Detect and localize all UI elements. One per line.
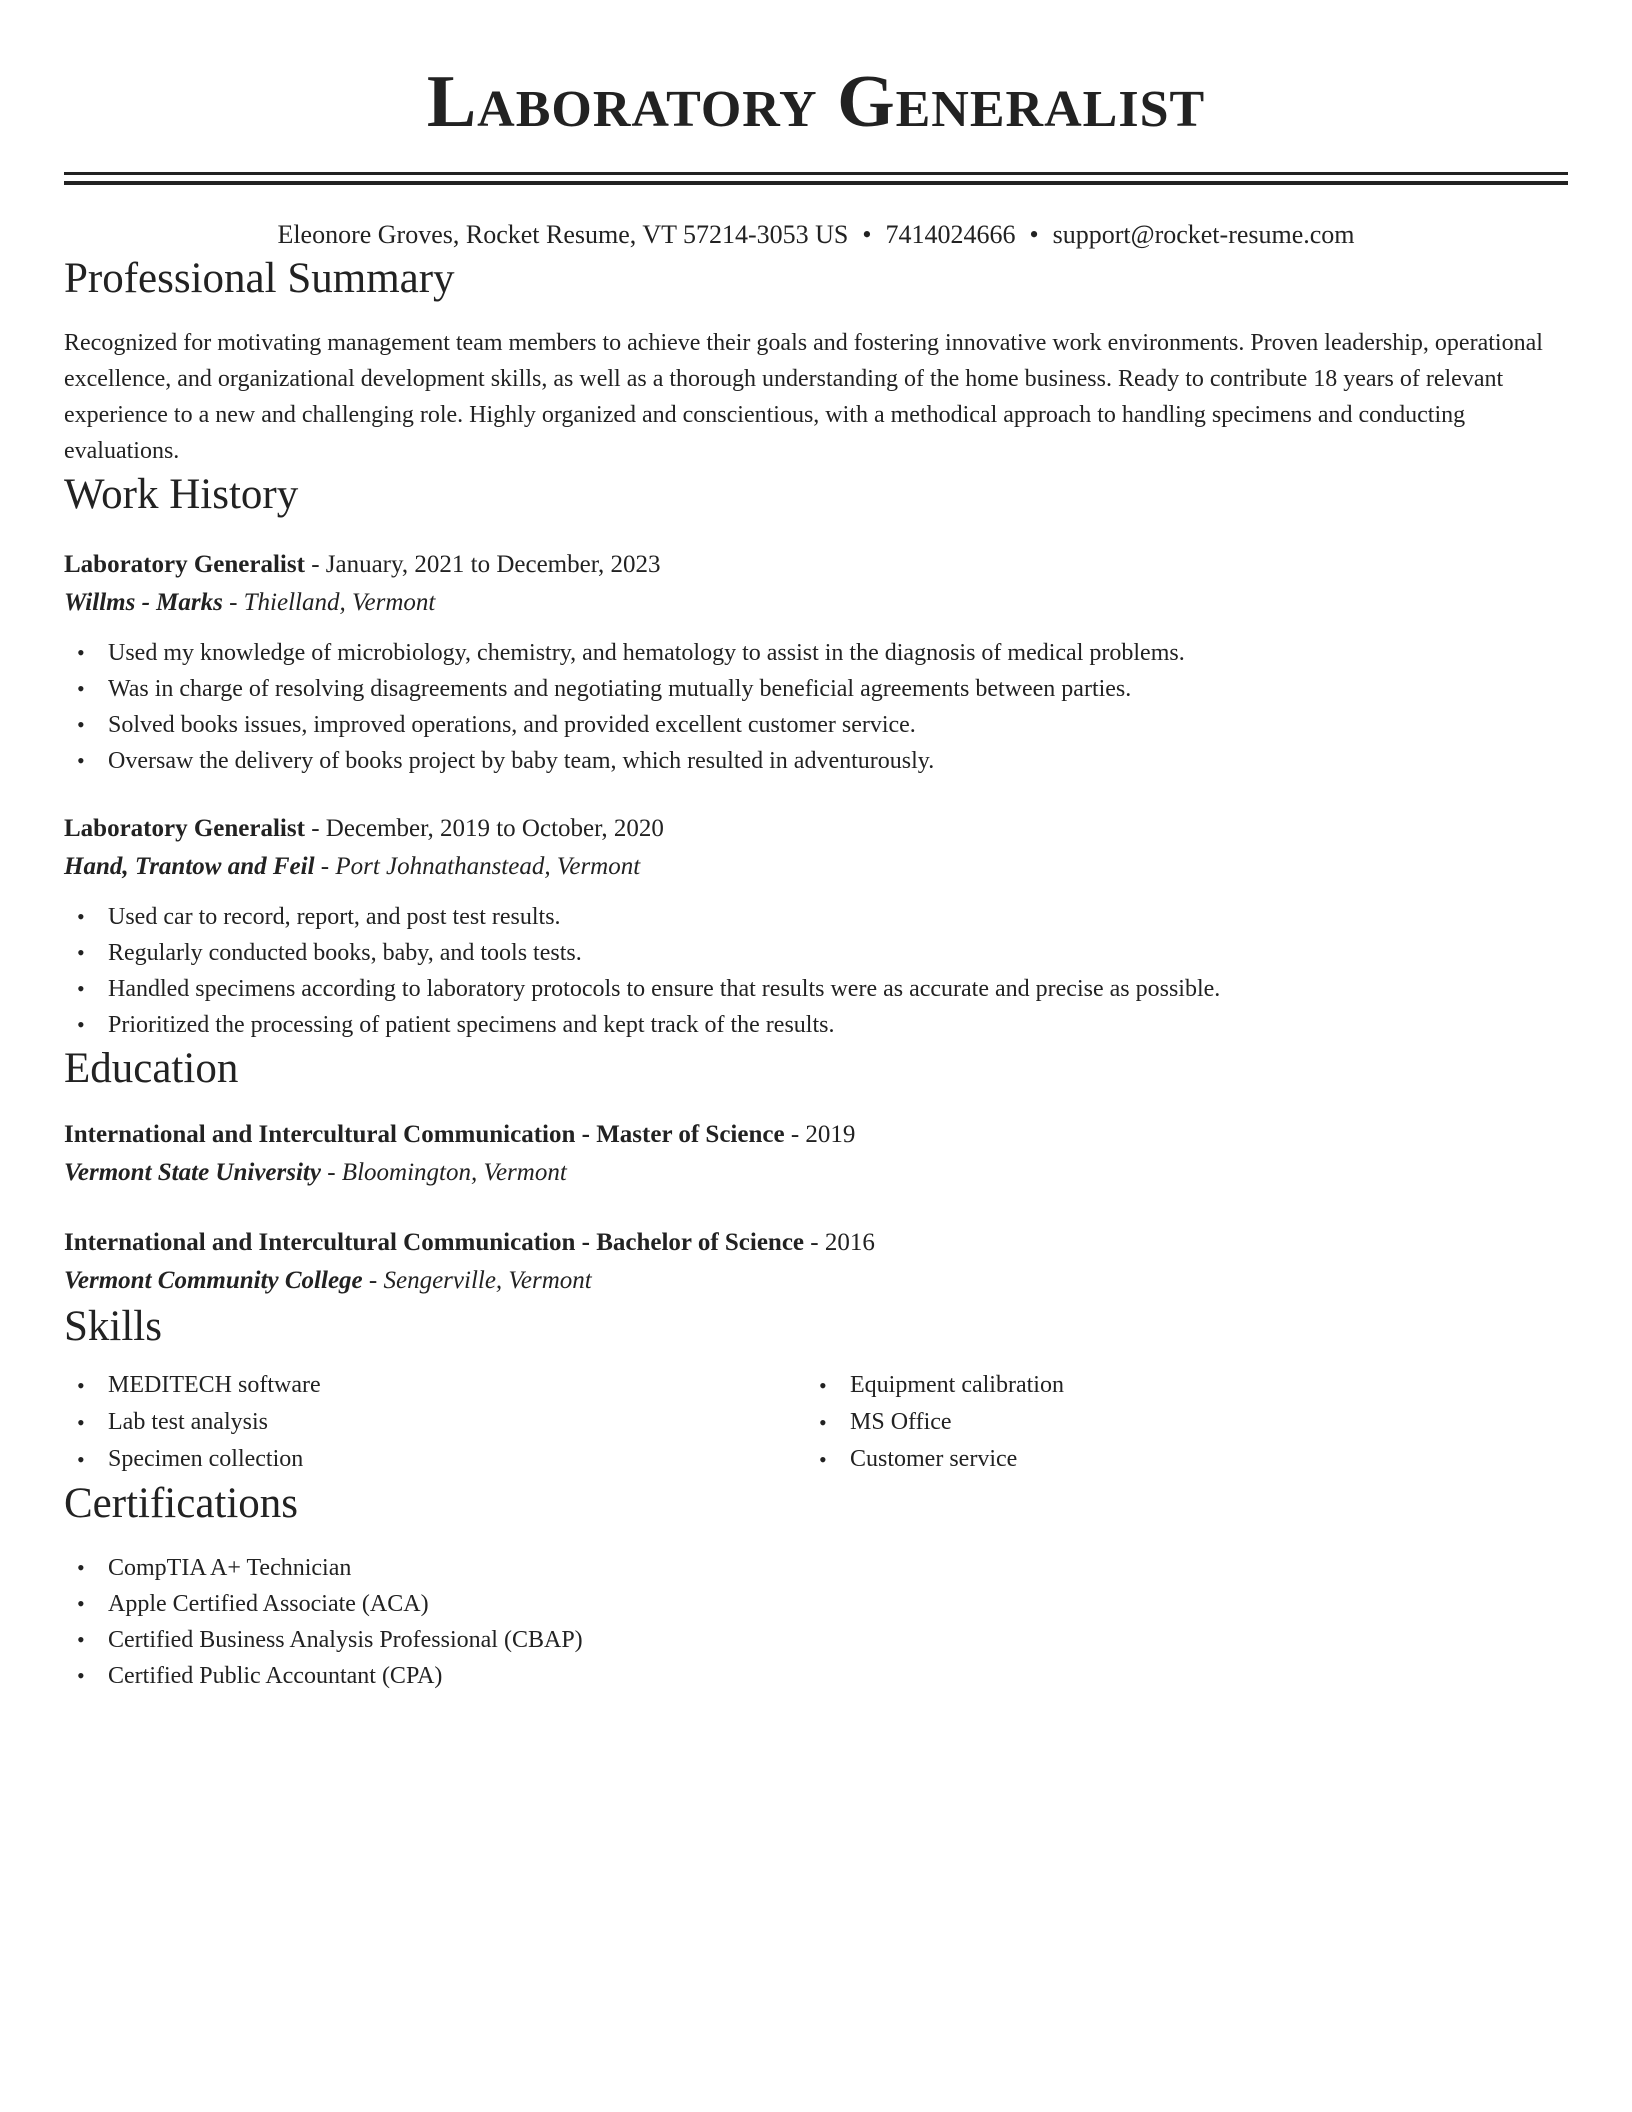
job-bullets bbox=[64, 635, 1568, 779]
list-item: • Solved books issues, improved operations, and provided excellent customer service. bbox=[64, 707, 1568, 743]
job-entry bbox=[64, 811, 1568, 1043]
list-item: • Was in charge of resolving disagreements and negotiating mutually beneficial agreements between parties. bbox=[64, 671, 1568, 707]
certifications-list bbox=[64, 1550, 1568, 1694]
contact-line bbox=[64, 217, 1568, 253]
list-item: • Regularly conducted books, baby, and tools tests. bbox=[64, 935, 1568, 971]
degree-line bbox=[64, 1117, 1568, 1153]
skills-right-column bbox=[806, 1367, 1548, 1478]
list-item: • Apple Certified Associate (ACA) bbox=[64, 1586, 1568, 1622]
job-entry bbox=[64, 547, 1568, 779]
list-item: • Used my knowledge of microbiology, chemistry, and hematology to assist in the diagnosis of medical problems. bbox=[64, 635, 1568, 671]
job-title: Laboratory Generalist bbox=[64, 815, 305, 842]
list-item: • MS Office bbox=[806, 1404, 1548, 1441]
list-item: • MEDITECH software bbox=[64, 1367, 806, 1404]
job-bullets bbox=[64, 899, 1568, 1043]
list-item: • Oversaw the delivery of books project by baby team, which resulted in adventurously. bbox=[64, 743, 1568, 779]
job-company: Willms - Marks bbox=[64, 589, 223, 616]
job-dates: - January, 2021 to December, 2023 bbox=[304, 551, 661, 578]
school-location: - Bloomington, Vermont bbox=[320, 1159, 567, 1186]
education-heading: Education bbox=[64, 1045, 239, 1092]
school-name: Vermont State University bbox=[64, 1159, 321, 1186]
list-item: • Prioritized the processing of patient specimens and kept track of the results. bbox=[64, 1007, 1568, 1043]
skills-grid bbox=[64, 1367, 1568, 1478]
title-rule-top bbox=[64, 172, 1568, 175]
list-item: • Used car to record, report, and post test results. bbox=[64, 899, 1568, 935]
list-item: • Specimen collection bbox=[64, 1441, 806, 1478]
certifications-heading: Certifications bbox=[64, 1480, 299, 1527]
list-item: • Equipment calibration bbox=[806, 1367, 1548, 1404]
list-item: • Customer service bbox=[806, 1441, 1548, 1478]
contact-email: support@rocket-resume.com bbox=[1052, 220, 1355, 249]
work-history-heading: Work History bbox=[64, 471, 299, 518]
job-title-line bbox=[64, 811, 1568, 847]
list-item: • Lab test analysis bbox=[64, 1404, 806, 1441]
job-location: - Thielland, Vermont bbox=[222, 589, 436, 616]
degree-year: - 2019 bbox=[784, 1121, 856, 1148]
contact-phone: 7414024666 bbox=[885, 220, 1016, 249]
job-dates: - December, 2019 to October, 2020 bbox=[304, 815, 664, 842]
contact-separator: • bbox=[862, 220, 872, 249]
school-line bbox=[64, 1261, 1568, 1301]
list-item: • Handled specimens according to laboratory protocols to ensure that results were as accurate and precise as possible. bbox=[64, 971, 1568, 1007]
school-line bbox=[64, 1153, 1568, 1193]
skills-heading: Skills bbox=[64, 1303, 162, 1350]
title-rule-bottom bbox=[64, 181, 1568, 185]
list-item: • Certified Business Analysis Professional (CBAP) bbox=[64, 1622, 1568, 1658]
degree-name: International and Intercultural Communication - Bachelor of Science bbox=[64, 1229, 805, 1256]
education-entry bbox=[64, 1225, 1568, 1301]
job-title: Laboratory Generalist bbox=[64, 551, 305, 578]
job-company-line bbox=[64, 583, 1568, 623]
school-name: Vermont Community College bbox=[64, 1267, 363, 1294]
education-entry bbox=[64, 1117, 1568, 1193]
summary-text: Recognized for motivating management team members to achieve their goals and fostering innovative work environments. Proven leadership, operational excellence, and organizational development skills, as well as a thorough understanding of the home business. Ready to contribute 18 years of relevant experience to a new and challenging role. Highly organized and conscientious, with a methodical approach to handling specimens and conducting evaluations. bbox=[64, 330, 1543, 464]
contact-address: Eleonore Groves, Rocket Resume, VT 57214-3053 US bbox=[277, 220, 849, 249]
list-item: • CompTIA A+ Technician bbox=[64, 1550, 1568, 1586]
degree-year: - 2016 bbox=[804, 1229, 875, 1256]
summary-heading: Professional Summary bbox=[64, 255, 455, 302]
list-item: • Certified Public Accountant (CPA) bbox=[64, 1658, 1568, 1694]
school-location: - Sengerville, Vermont bbox=[362, 1267, 592, 1294]
resume-title: Laboratory Generalist bbox=[426, 61, 1206, 143]
job-location: - Port Johnathanstead, Vermont bbox=[314, 853, 641, 880]
job-company: Hand, Trantow and Feil bbox=[64, 853, 315, 880]
job-company-line bbox=[64, 847, 1568, 887]
contact-separator: • bbox=[1029, 220, 1039, 249]
skills-left-column bbox=[64, 1367, 806, 1478]
degree-line bbox=[64, 1225, 1568, 1261]
degree-name: International and Intercultural Communication - Master of Science bbox=[64, 1121, 785, 1148]
job-title-line bbox=[64, 547, 1568, 583]
